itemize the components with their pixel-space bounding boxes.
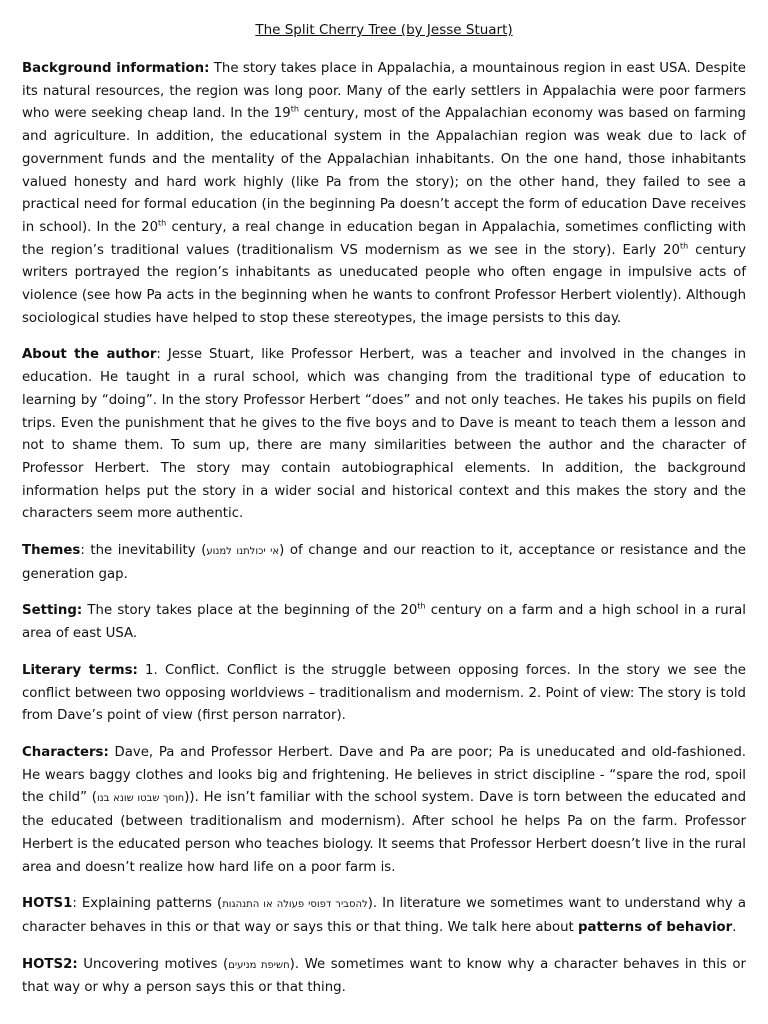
author-paragraph (22, 344, 746, 526)
hots1-text-3: . (732, 919, 737, 935)
background-paragraph (22, 58, 746, 330)
hots1-label: HOTS1 (22, 896, 73, 912)
author-label: About the author (22, 347, 157, 363)
hots1-hebrew: להסביר דפוסי פעולה או התנהגות (222, 899, 368, 911)
hots2-hebrew: חשיפת מניעים (228, 959, 290, 971)
background-text-2: century, most of the Appalachian economy was based on farming and agriculture. In addition, the educational system in the Appalachian region was weak due to lack of government funds and the mentality of the Appalachian inhabitants. On the one hand, those inhabitants valued honesty and hard work highly (like Pa from the story); on the other hand, they failed to see a practical need for formal education (in the beginning Pa doesn’t accept the form of education Dave receives in school). In the 20 (22, 106, 746, 235)
setting-label: Setting: (22, 603, 83, 619)
hots2-text-1: Uncovering motives ( (77, 956, 229, 972)
setting-text-2: century on a farm and a high school in a rural area of east USA. (22, 603, 746, 642)
hots2-label: HOTS2: (22, 956, 78, 972)
background-sup-3: th (679, 241, 689, 251)
background-text-3: century, a real change in education began in Appalachia, sometimes conflicting with the region’s traditional values (traditionalism VS modernism as we see in the story). Early 20 (22, 219, 746, 258)
background-sup-1: th (290, 104, 299, 114)
literary-label: Literary terms: (22, 662, 138, 678)
characters-paragraph (22, 742, 746, 879)
themes-label: Themes (22, 543, 81, 559)
characters-text-2: )). He isn’t familiar with the school system. Dave is torn between the educated and the educated (between traditionalism and modernism). After school he helps Pa on the farm. Professor Herbert is the educated person who teaches biology. It seems that Professor Herbert doesn’t live in the rural area and doesn’t realize how hard life on a poor farm is. (22, 790, 747, 875)
characters-text-1: Dave, Pa and Professor Herbert. Dave and Pa are poor; Pa is uneducated and old-fashioned. He wears baggy clothes and looks big and frightening. He believes in strict discipline - “spare the rod, spoil the child” ( (22, 744, 746, 806)
setting-paragraph (22, 600, 746, 645)
hots2-text-2: ). We sometimes want to know why a character behaves in this or that way or why a person says this or that thing. (22, 956, 747, 996)
setting-text-1: The story takes place at the beginning of the 20 (82, 603, 418, 619)
hots1-text-2: ). In literature we sometimes want to understand why a character behaves in this or that way or says this or that thing. We talk here about (22, 896, 747, 935)
characters-hebrew: חוסך שבטו שונא בנו (96, 793, 185, 805)
literary-paragraph (22, 660, 746, 728)
themes-text-1: : the inevitability ( (80, 543, 207, 559)
literary-text: 1. Conflict. Conflict is the struggle between opposing forces. In the story we see the conflict between two opposing worldviews – traditionalism and modernism. 2. Point of view: The story is told from Dave’s point of view (first person narrator). (22, 662, 746, 724)
themes-paragraph (22, 540, 746, 586)
themes-hebrew: אי יכולתנו למנוע (206, 546, 280, 558)
hots2-paragraph (22, 954, 746, 1000)
page-title: The Split Cherry Tree (by Jesse Stuart) (255, 22, 513, 38)
background-text-4: century writers portrayed the region’s inhabitants as uneducated people who often engage in impulsive acts of violence (see how Pa acts in the beginning when he wants to confront Professor Herbert violently). Although sociological studies have helped to stop these stereotypes, the image persists to this day. (22, 242, 746, 326)
background-label: Background information: (22, 61, 210, 76)
themes-text-2: ) of change and our reaction to it, acceptance or resistance and the generation gap. (22, 543, 746, 582)
setting-sup: th (417, 602, 426, 612)
author-text: : Jesse Stuart, like Professor Herbert, was a teacher and involved in the changes in education. He taught in a rural school, which was changing from the traditional type of education to learning by “doing”. In the story Professor Herbert “does” and not only teaches. He takes his pupils on field trips. Even the punishment that he gives to the five boys and to Dave is meant to teach them a lesson and not to shame them. To sum up, there are many similarities between the author and the character of Professor Herbert. The story may contain autobiographical elements. In addition, the background information helps put the story in a wider social and historical context and this makes the story and the characters seem more authentic. (22, 347, 747, 522)
hots1-bold-term: patterns of behavior (578, 919, 733, 935)
background-text-1: The story takes place in Appalachia, a mountainous region in east USA. Despite its natural resources, the region was long poor. Many of the early settlers in Appalachia were poor farmers who were seeking cheap land. In the 19 (22, 61, 746, 122)
background-sup-2: th (158, 218, 167, 228)
hots1-text-1: : Explaining patterns ( (72, 896, 223, 912)
characters-label: Characters: (22, 744, 109, 760)
hots1-paragraph (22, 893, 746, 939)
